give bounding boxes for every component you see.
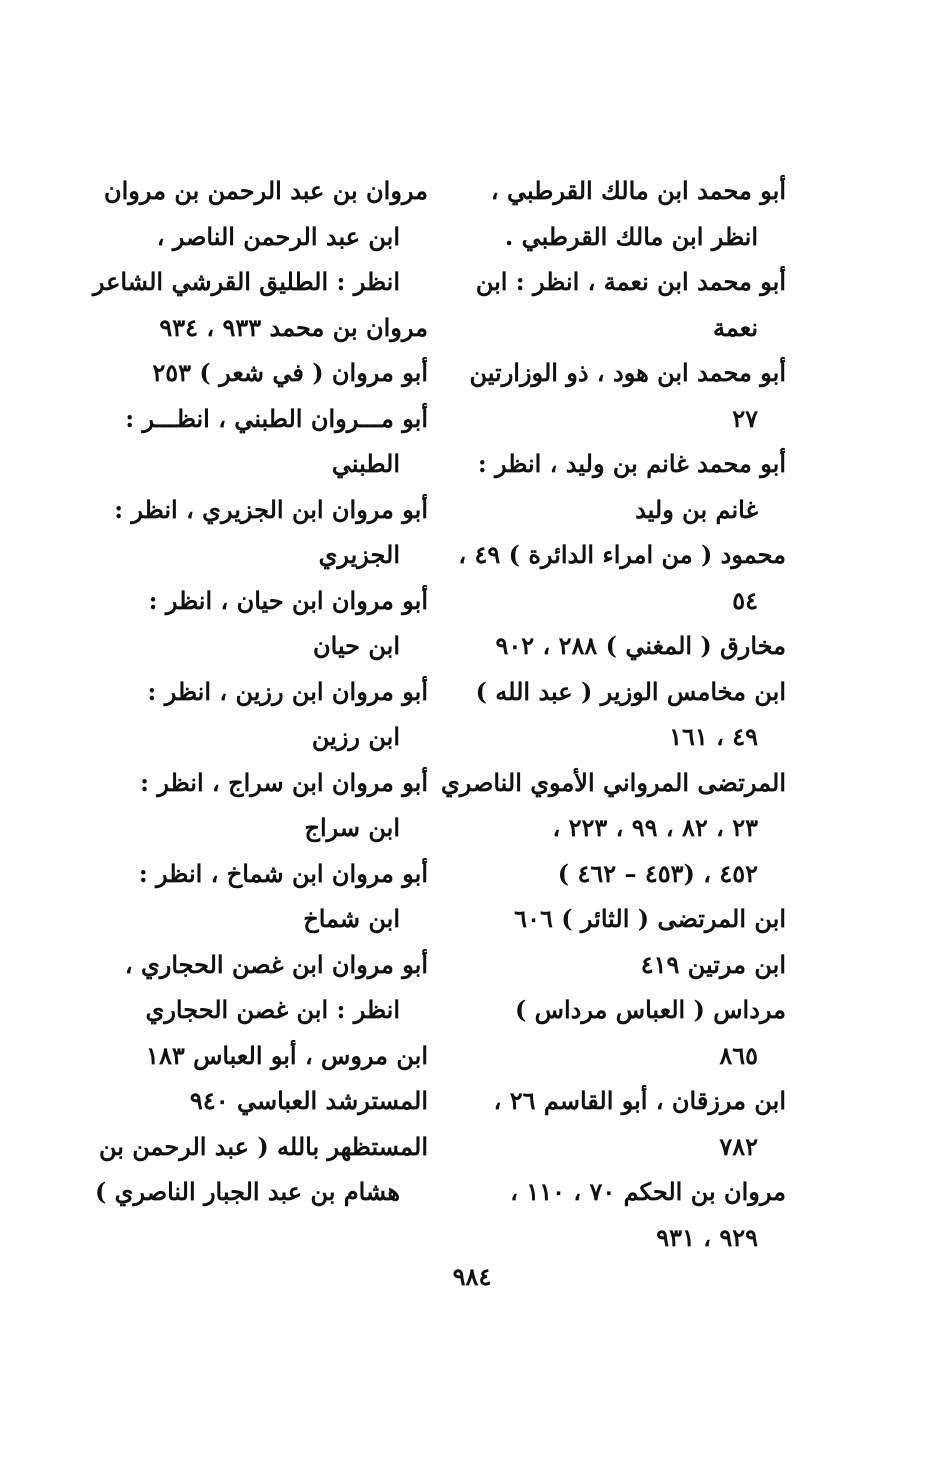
index-entry-continuation: ٩٢٩ ، ٩٣١	[656, 1222, 758, 1252]
index-entry-continuation: انظر : الطليق القرشي الشاعر	[92, 267, 400, 296]
index-entry: مروان بن محمد ٩٣٣ ، ٩٣٤	[159, 312, 428, 342]
index-entry: أبو مـــروان الطبني ، انظـــر :	[125, 403, 428, 433]
index-entry: مخارق ( المغني ) ٢٨٨ ، ٩٠٢	[495, 631, 786, 660]
index-entry: أبو مروان ابن شماخ ، انظر :	[138, 858, 428, 888]
index-entry: أبو مروان ابن حيان ، انظر :	[148, 585, 428, 615]
index-entry: مرداس ( العباس مرداس )	[514, 995, 786, 1024]
index-entry-continuation: ابن عبد الرحمن الناصر ،	[156, 221, 400, 251]
index-entry: مروان بن عبد الرحمن بن مروان	[104, 176, 428, 205]
index-entry-continuation: ٧٨٢	[719, 1131, 758, 1161]
index-entry-continuation: ٥٤	[732, 585, 758, 615]
index-entry: ابن مخامس الوزير ( عبد الله )	[475, 676, 786, 706]
index-entry-continuation: ابن حيان	[313, 631, 400, 660]
index-entry: أبو مروان ( في شعر ) ٢٥٣	[152, 358, 428, 387]
index-entry: أبو محمد غانم بن وليد ، انظر :	[477, 449, 786, 478]
index-entry: محمود ( من امراء الدائرة ) ٤٩ ،	[458, 540, 786, 569]
index-entry: ابن المرتضى ( الثائر ) ٦٠٦	[514, 904, 786, 933]
index-column-left	[92, 168, 428, 1215]
index-column-right	[440, 168, 786, 1260]
index-entry: مروان بن الحكم ٧٠ ، ١١٠ ،	[510, 1177, 786, 1206]
index-entry-continuation: ٤٩ ، ١٦١	[669, 722, 758, 751]
index-entry: ابن مروس ، أبو العباس ١٨٣	[146, 1040, 428, 1070]
index-entry: أبو محمد ابن هود ، ذو الوزارتين	[469, 358, 786, 387]
index-entry-continuation: ابن رزين	[311, 722, 400, 751]
index-entry: أبو محمد ابن مالك القرطبي ،	[490, 176, 786, 205]
page-number: ٩٨٤	[452, 1262, 492, 1291]
index-entry-continuation: غانم بن وليد	[635, 494, 758, 524]
index-entry-continuation: ابن شماخ	[303, 904, 400, 933]
index-entry: ابن مرزقان ، أبو القاسم ٢٦ ،	[493, 1086, 786, 1115]
index-entry-continuation: هشام بن عبد الجبار الناصري )	[94, 1177, 400, 1206]
index-entry-continuation: انظر ابن مالك القرطبي .	[504, 221, 758, 251]
index-entry-continuation: الطبني	[331, 449, 400, 478]
index-entry: أبو مروان ابن رزين ، انظر :	[147, 676, 428, 706]
index-entry-continuation: ٨٦٥	[719, 1040, 758, 1070]
index-entry-continuation: ٢٧	[732, 403, 758, 433]
index-entry-continuation: ٢٣ ، ٨٢ ، ٩٩ ، ٢٢٣ ،	[552, 813, 758, 842]
index-entry: أبو مروان ابن سراج ، انظر :	[140, 767, 428, 797]
index-entry: ابن مرتين ٤١٩	[640, 949, 786, 979]
index-entry-continuation: ٤٥٢ ، (٤٥٣ – ٤٦٢ )	[557, 858, 758, 888]
index-entry: المرتضى المرواني الأموي الناصري	[440, 767, 786, 797]
index-entry: المسترشد العباسي ٩٤٠	[189, 1086, 428, 1115]
index-entry-continuation: ابن سراج	[304, 813, 400, 842]
index-entry: أبو مروان ابن غصن الحجاري ،	[124, 949, 428, 979]
index-entry-continuation: الجزيري	[318, 540, 400, 569]
index-entry: أبو مروان ابن الجزيري ، انظر :	[114, 494, 428, 524]
index-entry: أبو محمد ابن نعمة ، انظر : ابن	[475, 267, 786, 296]
index-entry-continuation: انظر : ابن غصن الحجاري	[145, 995, 400, 1024]
index-entry-continuation: نعمة	[713, 312, 758, 342]
index-entry: المستظهر بالله ( عبد الرحمن بن	[98, 1131, 428, 1161]
